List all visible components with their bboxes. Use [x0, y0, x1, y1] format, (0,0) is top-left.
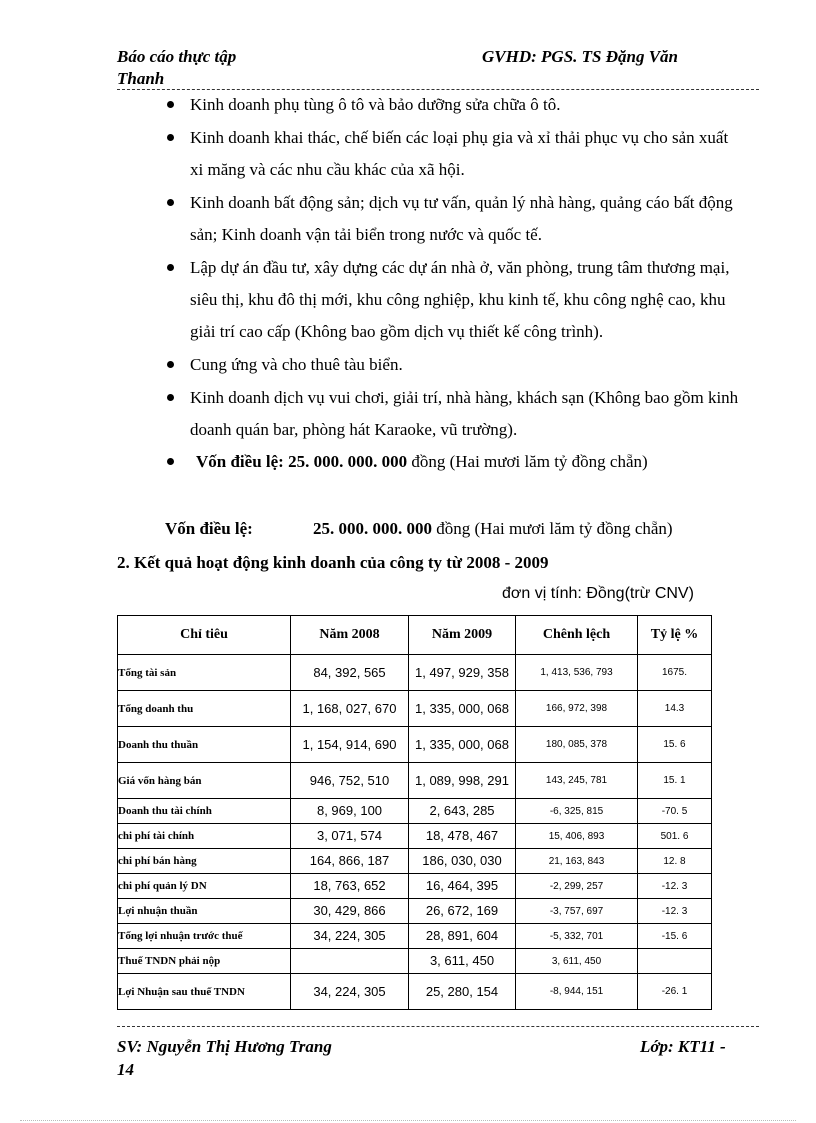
header-2009: Năm 2009 — [409, 616, 516, 655]
header-report-title: Báo cáo thực tập — [117, 47, 237, 66]
value-2009: 1, 335, 000, 068 — [409, 727, 516, 763]
table-row — [118, 824, 712, 849]
value-2008: 84, 392, 565 — [291, 655, 409, 691]
value-2009: 16, 464, 395 — [409, 874, 516, 899]
table-row — [118, 974, 712, 1010]
table-row — [118, 727, 712, 763]
value-difference: -3, 757, 697 — [516, 899, 638, 924]
row-label: Tổng doanh thu — [118, 691, 291, 727]
page-edge — [20, 1120, 796, 1121]
table-row — [118, 899, 712, 924]
header-advisor-continued: Thanh — [117, 69, 165, 88]
value-2008: 34, 224, 305 — [291, 974, 409, 1010]
header-advisor: GVHD: PGS. TS Đặng Văn — [482, 47, 679, 66]
value-difference: 21, 163, 843 — [516, 849, 638, 874]
value-ratio: 15. 6 — [638, 727, 712, 763]
table-row — [118, 924, 712, 949]
value-2009: 186, 030, 030 — [409, 849, 516, 874]
value-difference: 166, 972, 398 — [516, 691, 638, 727]
unit-note: đơn vị tính: Đồng(trừ CNV) — [502, 585, 694, 602]
value-ratio — [638, 949, 712, 974]
value-ratio: 15. 1 — [638, 763, 712, 799]
value-ratio: 501. 6 — [638, 824, 712, 849]
table-row — [118, 763, 712, 799]
value-ratio: -15. 6 — [638, 924, 712, 949]
footer-student: SV: Nguyễn Thị Hương Trang — [117, 1037, 332, 1056]
row-label: Tổng lợi nhuận trước thuế — [118, 924, 291, 949]
value-difference: -5, 332, 701 — [516, 924, 638, 949]
row-label: Lợi Nhuận sau thuế TNDN — [118, 974, 291, 1010]
value-2009: 25, 280, 154 — [409, 974, 516, 1010]
value-2008: 18, 763, 652 — [291, 874, 409, 899]
value-ratio: -26. 1 — [638, 974, 712, 1010]
value-2008: 164, 866, 187 — [291, 849, 409, 874]
row-label: chi phí bán hàng — [118, 849, 291, 874]
table-header-row — [118, 616, 712, 655]
value-difference: 180, 085, 378 — [516, 727, 638, 763]
value-2009: 3, 611, 450 — [409, 949, 516, 974]
value-2009: 1, 497, 929, 358 — [409, 655, 516, 691]
list-item: Kinh doanh phụ tùng ô tô và bảo dưỡng sửa chữa ô tô. — [165, 89, 745, 121]
list-item: Kinh doanh bất động sản; dịch vụ tư vấn, quản lý nhà hàng, quảng cáo bất động sản; Kinh doanh vận tải biển trong nước và quốc tế. — [165, 187, 745, 251]
value-ratio: 1675. — [638, 655, 712, 691]
row-label: chi phí tài chính — [118, 824, 291, 849]
value-difference: -6, 325, 815 — [516, 799, 638, 824]
value-ratio: -12. 3 — [638, 899, 712, 924]
table-row — [118, 849, 712, 874]
value-ratio: -70. 5 — [638, 799, 712, 824]
value-2008: 1, 168, 027, 670 — [291, 691, 409, 727]
row-label: Giá vốn hàng bán — [118, 763, 291, 799]
value-difference: 3, 611, 450 — [516, 949, 638, 974]
table-row — [118, 949, 712, 974]
capital-suffix: đồng (Hai mươi lăm tỷ đồng chẵn) — [411, 452, 648, 471]
row-label: Thuế TNDN phải nộp — [118, 949, 291, 974]
section-title: 2. Kết quả hoạt động kinh doanh của công ty từ 2008 - 2009 — [117, 553, 549, 572]
list-item: Lập dự án đầu tư, xây dựng các dự án nhà ở, văn phòng, trung tâm thương mại, siêu thị, khu đô thị mới, khu công nghiệp, khu kinh tế, khu công nghệ cao, khu giải trí cao cấp (Không bao gồm dịch vụ thiết kế công trình). — [165, 252, 745, 348]
header-ratio: Tỷ lệ % — [638, 616, 712, 655]
capital-line — [165, 516, 673, 542]
value-2008 — [291, 949, 409, 974]
value-2009: 18, 478, 467 — [409, 824, 516, 849]
value-2009: 28, 891, 604 — [409, 924, 516, 949]
value-2008: 30, 429, 866 — [291, 899, 409, 924]
capital-line-suffix: đồng (Hai mươi lăm tỷ đồng chẵn) — [436, 519, 673, 538]
row-label: Doanh thu tài chính — [118, 799, 291, 824]
capital-label: Vốn điều lệ: — [196, 452, 284, 471]
table-row — [118, 655, 712, 691]
value-2009: 1, 335, 000, 068 — [409, 691, 516, 727]
header-2008: Năm 2008 — [291, 616, 409, 655]
value-2009: 26, 672, 169 — [409, 899, 516, 924]
capital-line-label: Vốn điều lệ: — [165, 519, 253, 538]
value-difference: 15, 406, 893 — [516, 824, 638, 849]
business-lines-list — [165, 89, 745, 479]
footer-class: Lớp: KT11 - — [640, 1037, 726, 1056]
value-ratio: -12. 3 — [638, 874, 712, 899]
row-label: Lợi nhuận thuần — [118, 899, 291, 924]
value-2008: 1, 154, 914, 690 — [291, 727, 409, 763]
value-difference: 143, 245, 781 — [516, 763, 638, 799]
value-2008: 3, 071, 574 — [291, 824, 409, 849]
value-ratio: 14.3 — [638, 691, 712, 727]
value-2008: 8, 969, 100 — [291, 799, 409, 824]
header-indicator: Chỉ tiêu — [118, 616, 291, 655]
capital-line-value: 25. 000. 000. 000 — [313, 519, 432, 538]
value-2008: 946, 752, 510 — [291, 763, 409, 799]
value-2009: 2, 643, 285 — [409, 799, 516, 824]
header-difference: Chênh lệch — [516, 616, 638, 655]
list-item: Cung ứng và cho thuê tàu biển. — [165, 349, 745, 381]
row-label: Doanh thu thuần — [118, 727, 291, 763]
list-item: Kinh doanh dịch vụ vui chơi, giải trí, nhà hàng, khách sạn (Không bao gồm kinh doanh quán bar, phòng hát Karaoke, vũ trường). — [165, 382, 745, 446]
list-item-capital — [165, 446, 745, 478]
business-results-table — [117, 615, 712, 1010]
list-item: Kinh doanh khai thác, chế biến các loại phụ gia và xỉ thải phục vụ cho sản xuất xi măng và các nhu cầu khác của xã hội. — [165, 122, 745, 186]
table-row — [118, 874, 712, 899]
value-2009: 1, 089, 998, 291 — [409, 763, 516, 799]
table-row — [118, 799, 712, 824]
value-difference: -8, 944, 151 — [516, 974, 638, 1010]
table-row — [118, 691, 712, 727]
value-ratio: 12. 8 — [638, 849, 712, 874]
value-difference: -2, 299, 257 — [516, 874, 638, 899]
row-label: chi phí quản lý DN — [118, 874, 291, 899]
capital-value: 25. 000. 000. 000 — [288, 452, 408, 471]
row-label: Tổng tài sản — [118, 655, 291, 691]
value-difference: 1, 413, 536, 793 — [516, 655, 638, 691]
footer-divider — [117, 1026, 759, 1027]
footer-class-continued: 14 — [117, 1060, 134, 1079]
value-2008: 34, 224, 305 — [291, 924, 409, 949]
